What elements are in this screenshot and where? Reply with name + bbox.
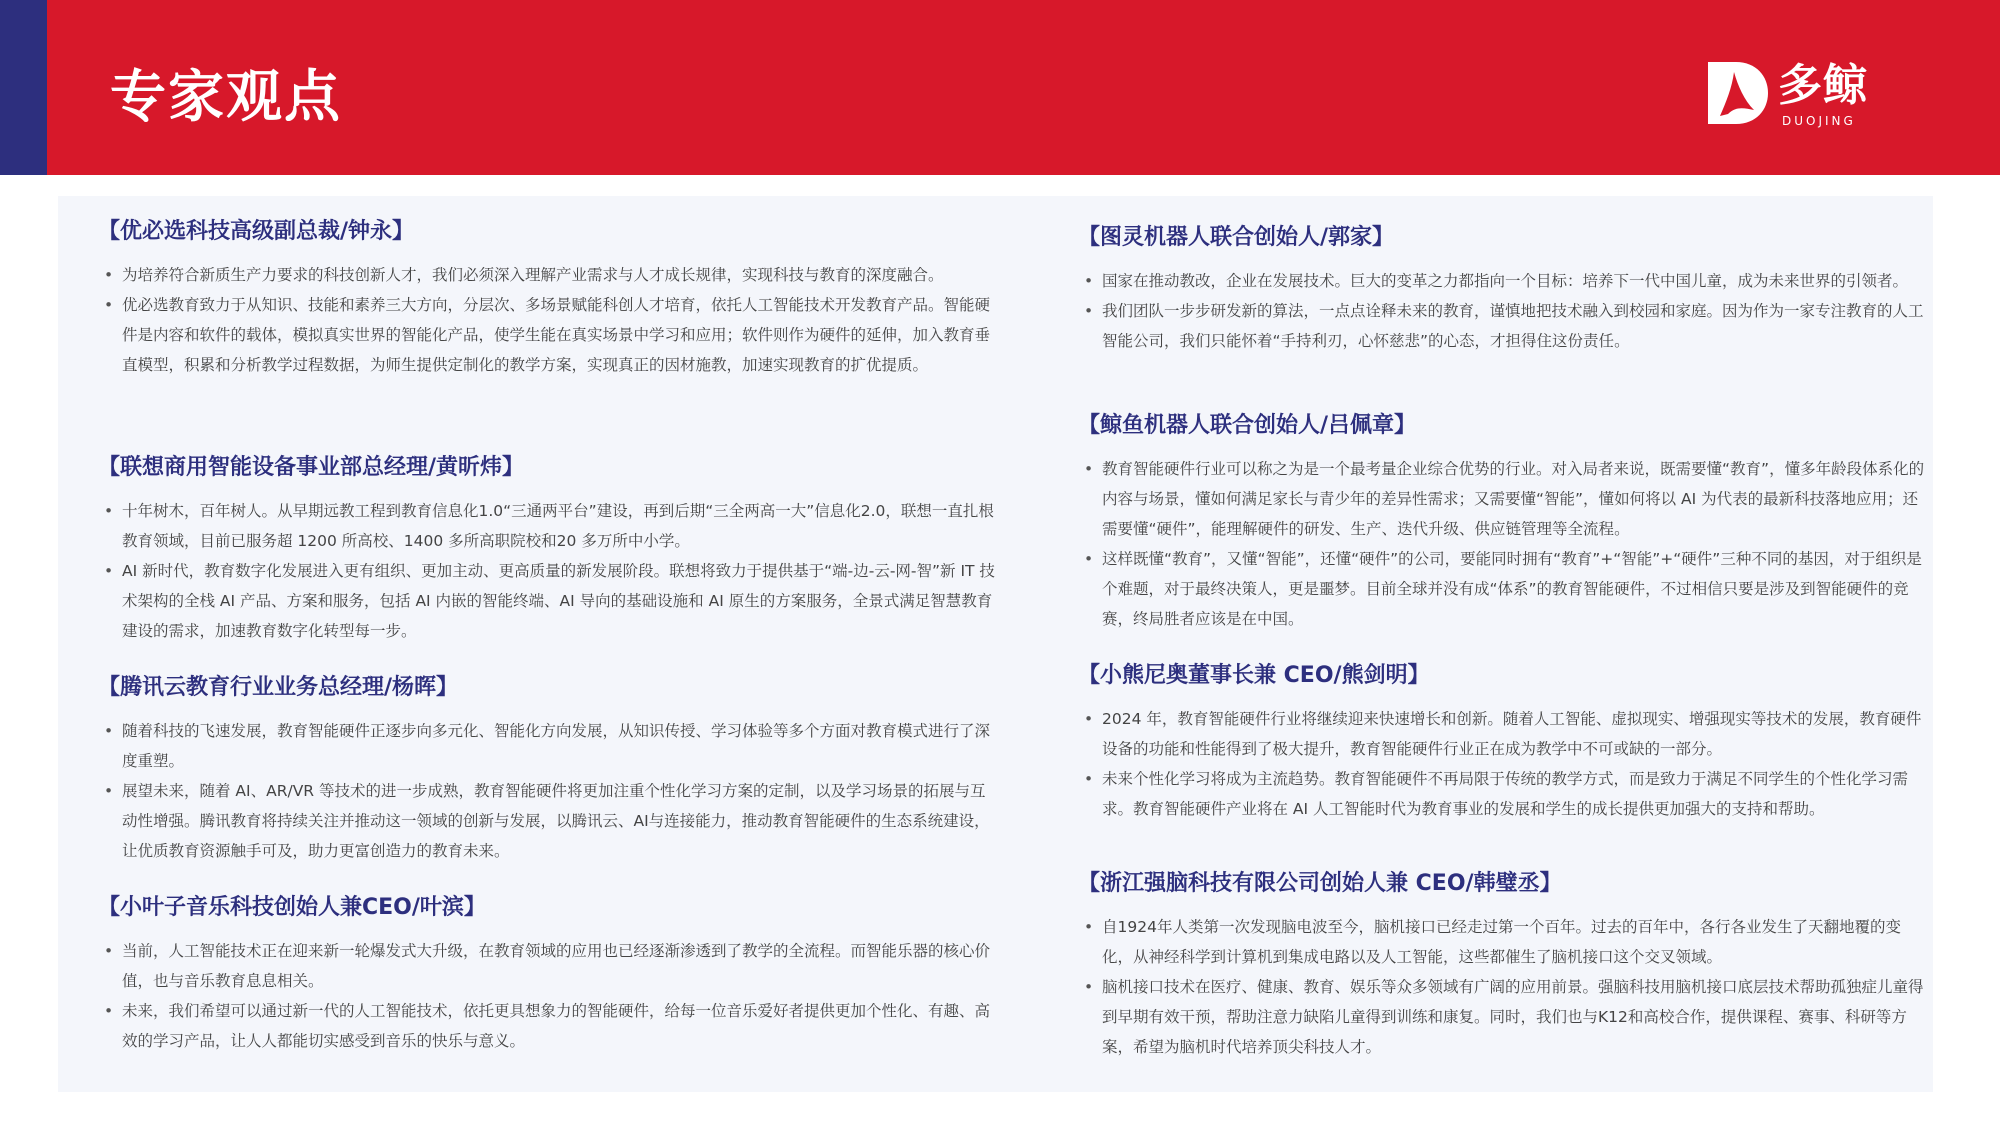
bullet-item: • 当前，人工智能技术正在迎来新一轮爆发式大升级，在教育领域的应用也已经逐渐渗透到了教学的全流程。而智能乐器的核心价值，也与音乐教育息息相关。 (98, 936, 998, 996)
expert-section (98, 216, 998, 380)
bullet-list (98, 936, 998, 1056)
bullet-item: • 未来个性化学习将成为主流趋势。教育智能硬件不再局限于传统的教学方式，而是致力于满足不同学生的个性化学习需求。教育智能硬件产业将在 AI 人工智能时代为教育事业的发展和学生的成长提供更加强大的支持和帮助。 (1078, 764, 1928, 824)
expert-section (1078, 410, 1928, 634)
content-panel (58, 196, 1933, 1092)
bullet-item: • 脑机接口技术在医疗、健康、教育、娱乐等众多领域有广阔的应用前景。强脑科技用脑机接口底层技术帮助孤独症儿童得到早期有效干预，帮助注意力缺陷儿童得到训练和康复。同时，我们也与K12和高校合作，提供课程、赛事、科研等方案，希望为脑机时代培养顶尖科技人才。 (1078, 972, 1928, 1062)
bullet-item: • 优必选教育致力于从知识、技能和素养三大方向，分层次、多场景赋能科创人才培育，依托人工智能技术开发教育产品。智能硬件是内容和软件的载体，模拟真实世界的智能化产品，使学生能在真实场景中学习和应用；软件则作为硬件的延伸，加入教育垂直模型，积累和分析教学过程数据，为师生提供定制化的教学方案，实现真正的因材施教，加速实现教育的扩优提质。 (98, 290, 998, 380)
page-title: 专家观点 (110, 65, 342, 130)
header-banner (0, 0, 2000, 175)
bullet-item: • 未来，我们希望可以通过新一代的人工智能技术，依托更具想象力的智能硬件，给每一位音乐爱好者提供更加个性化、有趣、高效的学习产品，让人人都能切实感受到音乐的快乐与意义。 (98, 996, 998, 1056)
expert-name: 【小叶子音乐科技创始人兼CEO/叶滨】 (98, 895, 486, 920)
expert-name: 【优必选科技高级副总裁/钟永】 (98, 219, 415, 244)
expert-name: 【浙江强脑科技有限公司创始人兼 CEO/韩璧丞】 (1078, 871, 1562, 896)
bullet-list (1078, 704, 1928, 824)
bullet-list (1078, 454, 1928, 634)
bullet-item: • 2024 年，教育智能硬件行业将继续迎来快速增长和创新。随着人工智能、虚拟现实、增强现实等技术的发展，教育硬件设备的功能和性能得到了极大提升，教育智能硬件行业正在成为教学中不可或缺的一部分。 (1078, 704, 1928, 764)
bullet-list (1078, 266, 1928, 356)
bullet-item: • 这样既懂“教育”，又懂“智能”，还懂“硬件”的公司，要能同时拥有“教育”+“智能”+“硬件”三种不同的基因，对于组织是个难题，对于最终决策人，更是噩梦。目前全球并没有成“体系”的教育智能硬件，不过相信只要是涉及到智能硬件的竞赛，终局胜者应该是在中国。 (1078, 544, 1928, 634)
bullet-item: • 教育智能硬件行业可以称之为是一个最考量企业综合优势的行业。对入局者来说，既需要懂“教育”，懂多年龄段体系化的内容与场景，懂如何满足家长与青少年的差异性需求；又需要懂“智能”，懂如何将以 AI 为代表的最新科技落地应用；还需要懂“硬件”，能理解硬件的研发、生产、迭代升级、供应链管理等全流程。 (1078, 454, 1928, 544)
bullet-list (98, 496, 998, 646)
bullet-item: • 十年树木，百年树人。从早期远教工程到教育信息化1.0“三通两平台”建设，再到后期“三全两高一大”信息化2.0，联想一直扎根教育领域，目前已服务超 1200 所高校、1400 多所高职院校和20 多万所中小学。 (98, 496, 998, 556)
bullet-item: • 国家在推动教改，企业在发展技术。巨大的变革之力都指向一个目标：培养下一代中国儿童，成为未来世界的引领者。 (1078, 266, 1928, 296)
expert-section (98, 672, 998, 866)
bullet-item: • 为培养符合新质生产力要求的科技创新人才，我们必须深入理解产业需求与人才成长规律，实现科技与教育的深度融合。 (98, 260, 998, 290)
bullet-list (98, 716, 998, 866)
bullet-item: • AI 新时代，教育数字化发展进入更有组织、更加主动、更高质量的新发展阶段。联想将致力于提供基于“端-边-云-网-智”新 IT 技术架构的全栈 AI 产品、方案和服务，包括 AI 内嵌的智能终端、AI 导向的基础设施和 AI 原生的方案服务，全景式满足智慧教育建设的需求，加速教育数字化转型每一步。 (98, 556, 998, 646)
duojing-logo (1700, 58, 1880, 130)
expert-section (98, 892, 998, 1056)
bullet-list (98, 260, 998, 380)
bullet-item: • 展望未来，随着 AI、AR/VR 等技术的进一步成熟，教育智能硬件将更加注重个性化学习方案的定制，以及学习场景的拓展与互动性增强。腾讯教育将持续关注并推动这一领域的创新与发展，以腾讯云、AI与连接能力，推动教育智能硬件的生态系统建设，让优质教育资源触手可及，助力更富创造力的教育未来。 (98, 776, 998, 866)
expert-section (1078, 868, 1928, 1062)
expert-name: 【联想商用智能设备事业部总经理/黄昕炜】 (98, 455, 525, 480)
bullet-list (1078, 912, 1928, 1062)
expert-name: 【腾讯云教育行业业务总经理/杨晖】 (98, 675, 459, 700)
bullet-item: • 自1924年人类第一次发现脑电波至今，脑机接口已经走过第一个百年。过去的百年中，各行各业发生了天翻地覆的变化，从神经科学到计算机到集成电路以及人工智能，这些都催生了脑机接口这个交叉领域。 (1078, 912, 1928, 972)
expert-section (1078, 660, 1928, 824)
header-accent-stripe (0, 0, 47, 175)
expert-section (98, 452, 998, 646)
bullet-item: • 随着科技的飞速发展，教育智能硬件正逐步向多元化、智能化方向发展，从知识传授、学习体验等多个方面对教育模式进行了深度重塑。 (98, 716, 998, 776)
bullet-item: • 我们团队一步步研发新的算法，一点点诠释未来的教育，谨慎地把技术融入到校园和家庭。因为作为一家专注教育的人工智能公司，我们只能怀着“手持利刃，心怀慈悲”的心态，才担得住这份责任。 (1078, 296, 1928, 356)
expert-name: 【图灵机器人联合创始人/郭家】 (1078, 225, 1395, 250)
logo-subtext: DUOJING (1782, 114, 1856, 128)
expert-name: 【小熊尼奥董事长兼 CEO/熊剑明】 (1078, 663, 1430, 688)
expert-name: 【鲸鱼机器人联合创始人/吕佩章】 (1078, 413, 1417, 438)
expert-section (1078, 222, 1928, 356)
logo-wordmark: 多鲸 (1778, 60, 1868, 111)
whale-logo-icon (1700, 58, 1770, 128)
